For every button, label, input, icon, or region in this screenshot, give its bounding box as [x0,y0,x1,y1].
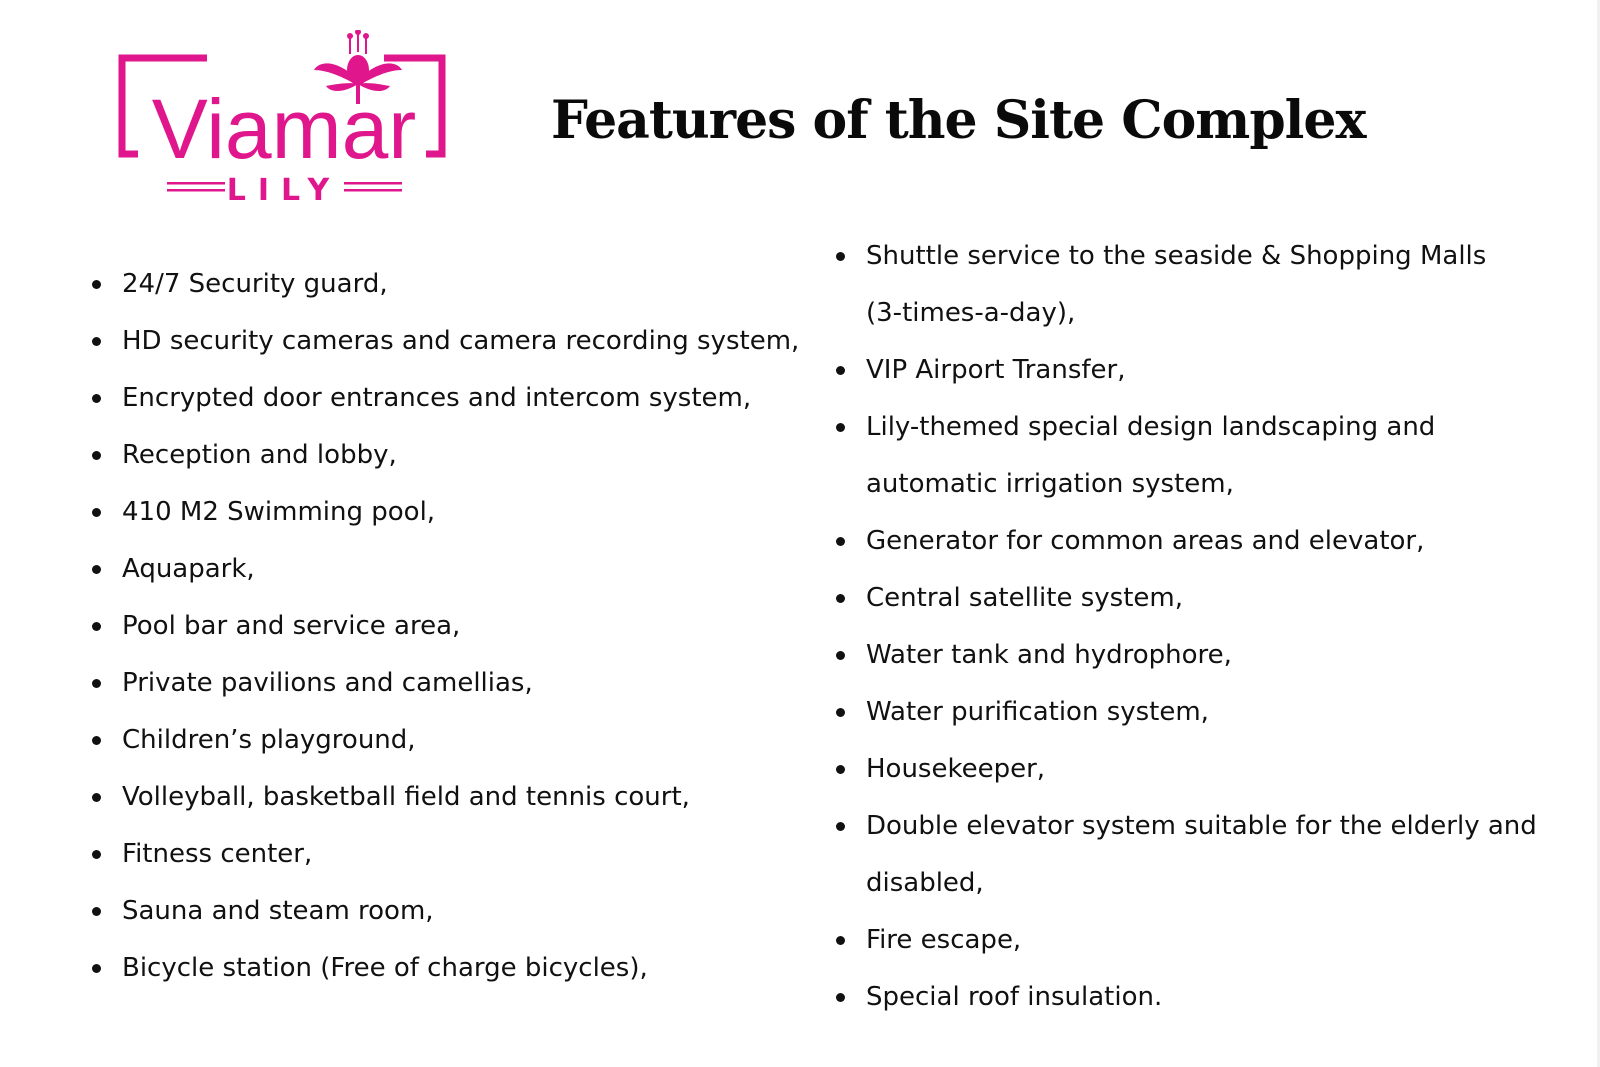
feature-text: Lily-themed special design landscaping and [866,412,1436,442]
bullet-icon [836,822,845,831]
feature-item [92,313,799,370]
feature-item [92,256,799,313]
feature-text: Private pavilions and camellias, [122,668,533,698]
feature-text: Central satellite system, [866,583,1183,613]
feature-text: Fitness center, [122,839,313,869]
feature-item [92,598,799,655]
feature-text: disabled, [866,868,984,898]
feature-text: Double elevator system suitable for the elderly and [866,811,1537,841]
bullet-icon [836,651,845,660]
feature-item [836,798,1537,855]
feature-item [836,627,1537,684]
feature-text: automatic irrigation system, [866,469,1234,499]
feature-text: Aquapark, [122,554,255,584]
feature-text: (3-times-a-day), [866,298,1076,328]
feature-text: Water purification system, [866,697,1209,727]
bullet-icon [92,679,101,688]
feature-list-left [92,256,799,997]
feature-item [836,570,1537,627]
feature-item [92,940,799,997]
feature-text: Pool bar and service area, [122,611,461,641]
bullet-icon [92,907,101,916]
feature-text: Reception and lobby, [122,440,397,470]
brand-name: Viamar [151,82,417,176]
feature-item [836,513,1537,570]
bullet-icon [836,765,845,774]
feature-item [92,712,799,769]
page-title: Features of the Site Complex [551,90,1366,151]
viamar-lily-logo [112,30,457,210]
feature-text: Water tank and hydrophore, [866,640,1232,670]
feature-text: Volleyball, basketball field and tennis court, [122,782,690,812]
feature-text: Fire escape, [866,925,1022,955]
bullet-icon [92,280,101,289]
feature-text: HD security cameras and camera recording system, [122,326,800,356]
feature-text: Bicycle station (Free of charge bicycles), [122,953,648,983]
feature-item [836,741,1537,798]
feature-text: Shuttle service to the seaside & Shopping Malls [866,241,1487,271]
bullet-icon [92,337,101,346]
bullet-icon [92,508,101,517]
bullet-icon [836,993,845,1002]
bullet-icon [836,423,845,432]
feature-item [836,684,1537,741]
bullet-icon [836,366,845,375]
bullet-icon [92,964,101,973]
feature-text: Generator for common areas and elevator, [866,526,1425,556]
feature-item [836,456,1537,513]
feature-item [92,484,799,541]
feature-item [92,427,799,484]
feature-item [836,912,1537,969]
feature-text: 24/7 Security guard, [122,269,388,299]
bullet-icon [836,936,845,945]
feature-list-right [836,228,1537,1026]
feature-item [836,228,1537,285]
feature-text: Housekeeper, [866,754,1046,784]
feature-text: Children’s playground, [122,725,416,755]
feature-text: Special roof insulation. [866,982,1163,1012]
bullet-icon [836,252,845,261]
feature-item [836,855,1537,912]
feature-text: Encrypted door entrances and intercom system, [122,383,752,413]
feature-item [92,655,799,712]
feature-item [836,285,1537,342]
bullet-icon [836,594,845,603]
brand-sub: LILY [226,173,342,208]
bullet-icon [92,451,101,460]
feature-text: VIP Airport Transfer, [866,355,1126,385]
bullet-icon [92,850,101,859]
feature-item [92,826,799,883]
feature-text: Sauna and steam room, [122,896,434,926]
feature-item [836,342,1537,399]
feature-item [836,399,1537,456]
feature-text: 410 M2 Swimming pool, [122,497,436,527]
bullet-icon [836,537,845,546]
bullet-icon [92,394,101,403]
feature-item [836,969,1537,1026]
bullet-icon [92,736,101,745]
bullet-icon [92,793,101,802]
feature-item [92,370,799,427]
bullet-icon [92,622,101,631]
feature-item [92,769,799,826]
bullet-icon [836,708,845,717]
feature-item [92,883,799,940]
feature-item [92,541,799,598]
bullet-icon [92,565,101,574]
